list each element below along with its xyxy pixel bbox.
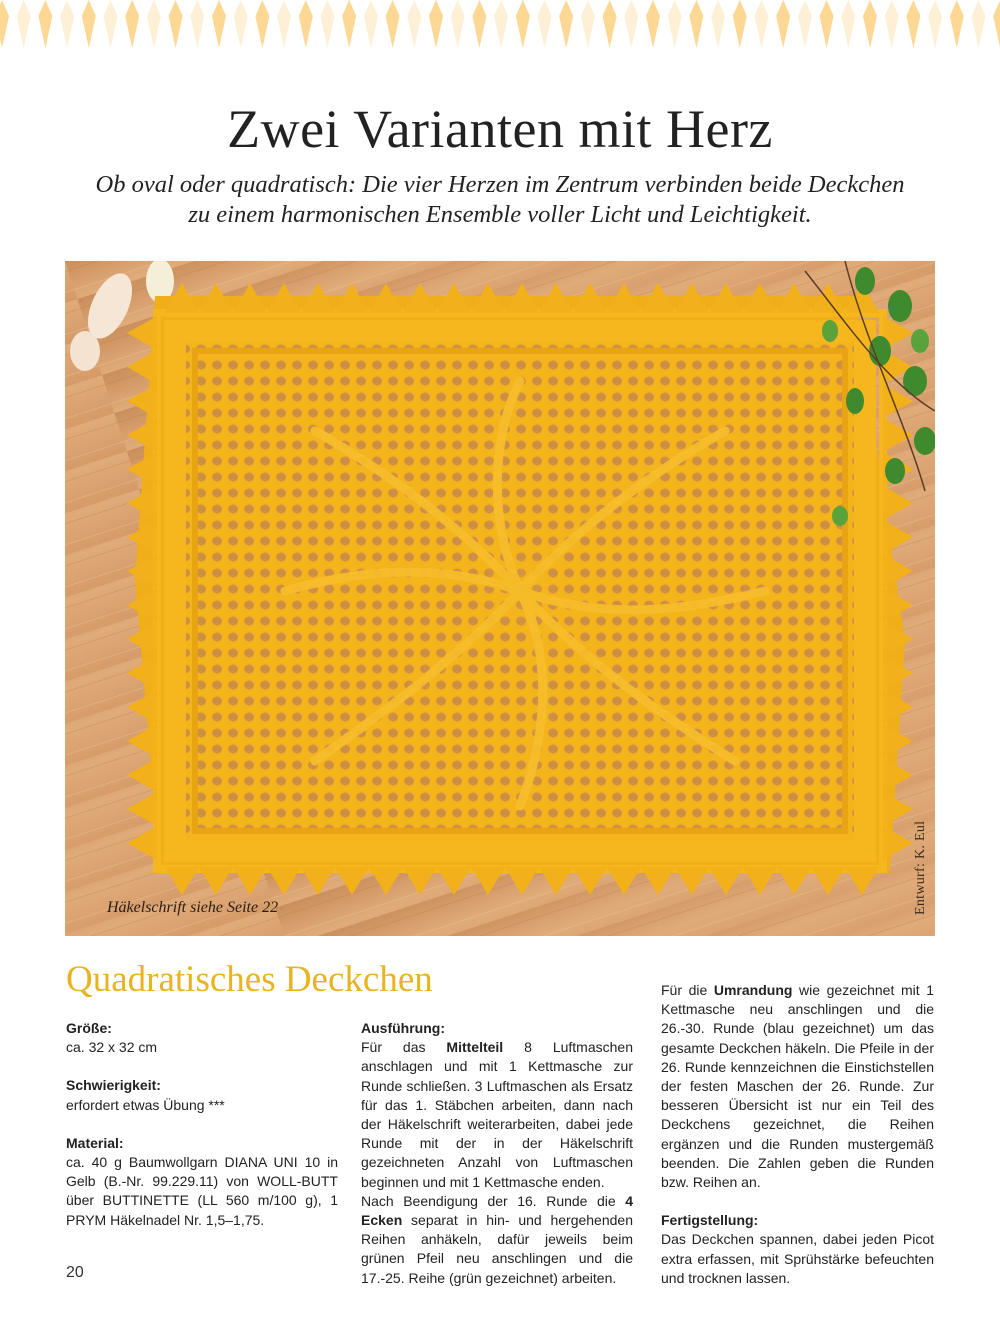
material-label: Material: (66, 1134, 124, 1151)
highlight-4-ecken: 4 Ecken (361, 1192, 633, 1229)
size-value: ca. 32 x 32 cm (66, 1039, 158, 1056)
page-subtitle (40, 170, 960, 230)
info-column (66, 1019, 338, 1230)
instructions-column (361, 1019, 633, 1288)
execution-paragraph-2: Nach Beendigung der 16. Runde die 4 Ecken separat in hin- und hergehenden Reihen anhäkeln, dafür jeweils beim grünen Pfeil neu anschlingen und die 17.-25. Reihe (grün gezeichnet) arbeiten. (361, 1192, 633, 1286)
finishing-label: Fertigstellung: (661, 1212, 759, 1229)
execution-paragraph-1: Für das Mittelteil 8 Luftmaschen anschlagen und mit 1 Kettmasche zur Runde schließen. 3 Luftmaschen als Ersatz für das 1. Stäbchen arbeiten, dann nach der Häkelschrift weiterarbeiten, dabei jede Runde mit der in der Häkelschrift gezeichneten Anzahl von Luftmaschen beginnen und mit 1 Kettmasche enden. (361, 1039, 633, 1190)
border-paragraph: Für die Umrandung wie gezeichnet mit 1 Kettmasche neu anschlingen und die 26.-30. Runde (blau gezeichnet) um das gesamte Deckchen häkeln. Die Pfeile in der 26. Runde kennzeichnen die Einstichstellen der festen Maschen der 26. Runde. Zur besseren Übersicht ist nur ein Teil des Deckchens gezeichnet, die Reihen ergänzen und die Runden mustergemäß beenden. Die Zahlen geben die Runden bzw. Reihen an. (661, 982, 934, 1191)
subtitle-line-2: zu einem harmonischen Ensemble voller Licht und Leichtigkeit. (188, 201, 812, 228)
highlight-mittelteil: Mittelteil (446, 1039, 504, 1056)
material-value: ca. 40 g Baumwollgarn DIANA UNI 10 in Gelb (B.-Nr. 99.229.11) von WOLL-BUTT über BUTTINETTE (LL 560 m/100 g), 1 PRYM Häkelnadel Nr. 1,5–1,75. (66, 1154, 338, 1228)
highlight-umrandung: Umrandung (713, 982, 793, 998)
diamond-border-decoration (0, 0, 1000, 50)
page-title: Zwei Varianten mit Herz (227, 99, 773, 159)
photo-caption: Häkelschrift siehe Seite 22 (107, 899, 279, 916)
difficulty-label: Schwierigkeit: (66, 1077, 161, 1094)
page-number: 20 (66, 1264, 84, 1281)
subtitle-line-1: Ob oval oder quadratisch: Die vier Herzen im Zentrum verbinden beide Deckchen (95, 171, 905, 198)
finishing-column (661, 981, 934, 1288)
doily-illustration (65, 261, 935, 936)
difficulty-value: erfordert etwas Übung *** (66, 1096, 225, 1113)
section-title: Quadratisches Deckchen (66, 959, 433, 1000)
doily-photo (65, 261, 935, 936)
execution-label: Ausführung: (361, 1020, 445, 1036)
photo-credit: Entwurf: K. Eul (913, 820, 928, 915)
finishing-value: Das Deckchen spannen, dabei jeden Picot extra erfassen, mit Sprühstärke befeuchten und trocknen lassen. (661, 1231, 934, 1286)
size-label: Größe: (66, 1020, 112, 1036)
